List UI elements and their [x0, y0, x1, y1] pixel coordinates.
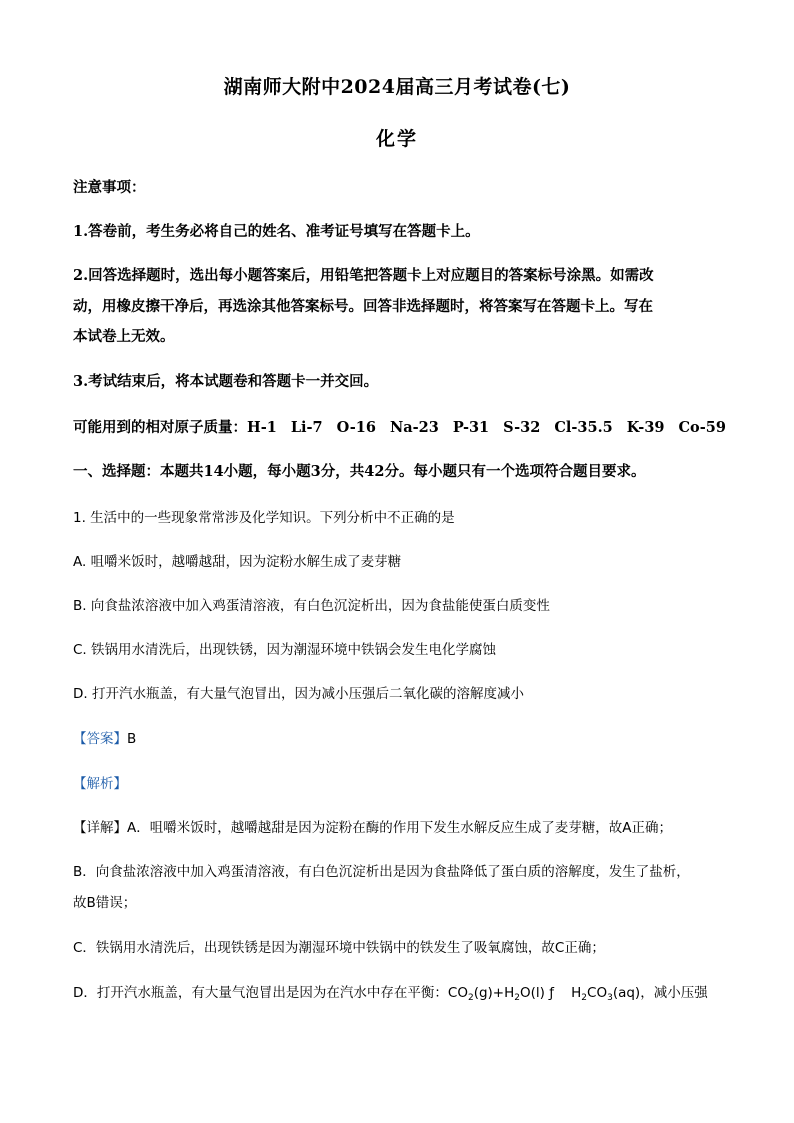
detail-label: 【详解】 — [73, 820, 127, 836]
answer-value: B — [127, 731, 137, 747]
mass-item: K-39 — [626, 419, 665, 436]
atomic-masses-label: 可能用到的相对原子质量： — [73, 419, 247, 436]
note-2-line-1: 2.回答选择题时，选出每小题答案后，用铅笔把答题卡上对应题目的答案标号涂黑。如需改 — [73, 267, 654, 284]
subscript: 2 — [581, 993, 588, 1003]
detail-d-text: O(l) ƒ H — [520, 985, 582, 1001]
detail-d-line — [73, 983, 708, 1003]
mass-item: Na-23 — [389, 419, 439, 436]
subject-title: 化学 — [375, 128, 418, 150]
mass-item: H-1 — [247, 419, 277, 436]
mass-item: Co-59 — [678, 419, 726, 436]
analysis-label: 【解析】 — [73, 776, 127, 792]
detail-a: A．咀嚼米饭时，越嚼越甜是因为淀粉在酶的作用下发生水解反应生成了麦芽糖，故A正确； — [127, 820, 672, 836]
answer-label: 【答案】 — [73, 731, 127, 747]
detail-b-line-1: B．向食盐浓溶液中加入鸡蛋清溶液，有白色沉淀析出是因为食盐降低了蛋白质的溶解度，发生了盐析， — [73, 864, 690, 880]
analysis-line — [73, 774, 127, 794]
mass-item: Cl-35.5 — [554, 419, 613, 436]
question-1-option-a: A. 咀嚼米饭时，越嚼越甜，因为淀粉水解生成了麦芽糖 — [73, 554, 402, 570]
question-1-stem: 1. 生活中的一些现象常常涉及化学知识。下列分析中不正确的是 — [73, 510, 455, 526]
mass-item: O-16 — [336, 419, 376, 436]
exam-title: 湖南师大附中2024届高三月考试卷(七) — [223, 76, 571, 98]
detail-d-text: (g)+H — [473, 985, 515, 1001]
mass-item: P-31 — [452, 419, 490, 436]
note-2-line-3: 本试卷上无效。 — [73, 328, 175, 345]
mass-item: S-32 — [503, 419, 541, 436]
subscript: 3 — [607, 993, 613, 1003]
subscript: 2 — [514, 993, 520, 1003]
notes-heading: 注意事项： — [73, 179, 146, 196]
detail-d-suffix: (aq)，减小压强 — [612, 985, 708, 1001]
question-1-option-b: B. 向食盐浓溶液中加入鸡蛋清溶液，有白色沉淀析出，因为食盐能使蛋白质变性 — [73, 598, 550, 614]
detail-b-line-2: 故B错误； — [73, 895, 137, 911]
note-3: 3.考试结束后，将本试题卷和答题卡一并交回。 — [73, 373, 379, 390]
note-1: 1.答卷前，考生务必将自己的姓名、准考证号填写在答题卡上。 — [73, 223, 480, 240]
subscript: 2 — [467, 993, 474, 1003]
detail-d-prefix: D．打开汽水瓶盖，有大量气泡冒出是因为在汽水中存在平衡：CO — [73, 985, 468, 1001]
note-2-line-2: 动，用橡皮擦干净后，再选涂其他答案标号。回答非选择题时，将答案写在答题卡上。写在 — [73, 298, 653, 315]
question-1-option-c: C. 铁锅用水清洗后，出现铁锈，因为潮湿环境中铁锅会发生电化学腐蚀 — [73, 642, 497, 658]
detail-c: C．铁锅用水清洗后，出现铁锈是因为潮湿环境中铁锅中的铁发生了吸氧腐蚀，故C正确； — [73, 940, 605, 956]
detail-a-line — [73, 818, 672, 838]
answer-line — [73, 729, 136, 749]
atomic-masses — [73, 418, 740, 438]
detail-d-text: CO — [587, 985, 608, 1001]
section-1-heading: 一、选择题：本题共14小题，每小题3分，共42分。每小题只有一个选项符合题目要求。 — [73, 463, 646, 480]
mass-item: Li-7 — [290, 419, 323, 436]
question-1-option-d: D. 打开汽水瓶盖，有大量气泡冒出，因为减小压强后二氧化碳的溶解度减小 — [73, 686, 524, 702]
